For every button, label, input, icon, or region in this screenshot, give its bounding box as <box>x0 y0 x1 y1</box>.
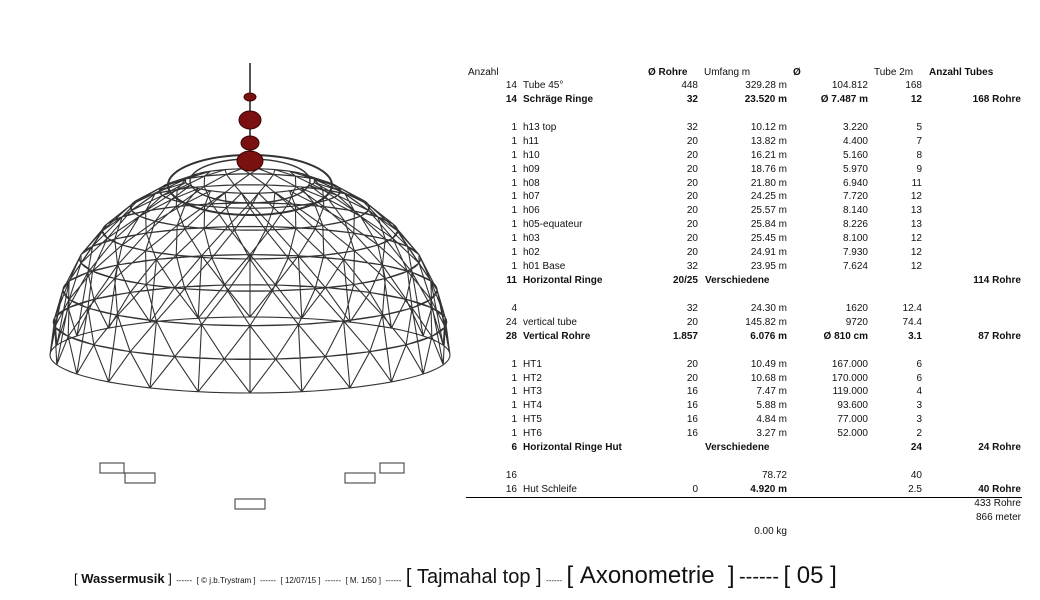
cell-n: 1 <box>511 400 517 412</box>
separator: ------ <box>546 576 563 585</box>
cell-tube: 168 <box>905 80 922 91</box>
cell-rohre: 16 <box>686 414 698 426</box>
cell-tube: 4 <box>916 386 922 398</box>
cell-name: Schräge Ringe <box>523 93 594 105</box>
cell-rohre: 20 <box>686 358 698 370</box>
cell-n: 1 <box>511 358 517 370</box>
cell-dia: 167.000 <box>831 358 868 370</box>
cell-n: 1 <box>511 219 517 231</box>
cell-name: vertical tube <box>523 316 577 328</box>
cell-name: h01 Base <box>523 261 566 273</box>
cell-rohre: 20 <box>686 205 698 217</box>
cell-name: h03 <box>523 233 540 245</box>
cell-name: HT3 <box>523 386 542 398</box>
cell-n: 14 <box>505 80 517 91</box>
separator: ------ <box>325 576 341 585</box>
cell-rohre: 20 <box>686 191 698 203</box>
cell-n: 1 <box>511 414 517 426</box>
cell-n: 1 <box>511 233 517 245</box>
project-name: Wassermusik <box>81 571 165 586</box>
cell-name: h08 <box>523 177 540 189</box>
cell-rohre: 20 <box>686 219 698 231</box>
cell-dia: Ø 810 cm <box>823 330 868 342</box>
cell-dia: 9720 <box>845 316 868 328</box>
cell-umfang: 24.91 m <box>750 247 787 259</box>
cell-name: HT2 <box>523 372 542 384</box>
cell-rohre: 32 <box>686 261 698 273</box>
cell-dia: 8.226 <box>842 219 868 231</box>
cell-umfang: 10.49 m <box>750 358 787 370</box>
cell-total: 114 Rohre <box>973 275 1021 287</box>
cell-rohre: 20 <box>686 316 698 328</box>
cell-rohre: 448 <box>681 80 698 91</box>
cell-tube: 6 <box>916 372 922 384</box>
cell-total: 433 Rohre <box>974 497 1021 509</box>
cell-umfang: 10.12 m <box>750 121 787 133</box>
cell-n: 1 <box>511 386 517 398</box>
cell-name: h11 <box>523 135 539 147</box>
cell-tube: 3 <box>916 414 922 426</box>
cell-tube: 12 <box>910 93 922 105</box>
cell-dia: 8.140 <box>842 205 868 217</box>
cell-tube: 6 <box>916 358 922 370</box>
drawing-subject: Tajmahal top <box>417 566 531 588</box>
cell-tube: 8 <box>916 149 922 161</box>
cell-name: HT5 <box>523 414 542 426</box>
cell-rohre: 20/25 <box>672 275 698 287</box>
cell-dia: 8.100 <box>842 233 868 245</box>
cell-tube: 12 <box>910 261 922 273</box>
cell-n: 16 <box>505 470 517 482</box>
cell-dia: Ø 7.487 m <box>820 93 868 105</box>
cell-rohre: 0 <box>692 483 698 495</box>
cell-name: h09 <box>523 163 540 175</box>
cell-rohre: 16 <box>686 428 698 440</box>
cell-dia: 93.600 <box>837 400 868 412</box>
cell-name: h13 top <box>523 121 557 133</box>
cell-tube: 13 <box>910 205 922 217</box>
separator: ------ <box>260 576 277 585</box>
cell-dia: 104.812 <box>831 80 868 91</box>
cell-dia: 119.000 <box>832 386 868 398</box>
cell-n: 1 <box>511 428 517 440</box>
cell-total: 168 Rohre <box>972 93 1021 105</box>
header-tube2m: Tube 2m <box>874 67 914 78</box>
cell-n: 1 <box>511 191 517 203</box>
cell-umfang: 24.30 m <box>750 302 787 314</box>
cell-umfang: 23.520 m <box>744 93 787 105</box>
cell-n: 14 <box>505 93 517 105</box>
cell-name: h10 <box>523 149 540 161</box>
cell-name: Vertical Rohre <box>523 330 591 342</box>
cell-tube: 12 <box>910 233 922 245</box>
header-rohre: Ø Rohre <box>648 67 688 78</box>
cell-umfang: 16.21 m <box>750 149 787 161</box>
cell-n: 28 <box>505 330 517 342</box>
scale: [ M. 1/50 ] <box>345 576 382 585</box>
cell-dia: 5.160 <box>842 149 868 161</box>
cell-n: 6 <box>511 442 517 454</box>
cell-tube: 12 <box>910 191 922 203</box>
cell-n: 1 <box>511 177 517 189</box>
cell-tube: 74.4 <box>902 316 922 328</box>
cell-umfang: 6.076 m <box>750 330 787 342</box>
cell-n: 1 <box>511 261 517 273</box>
cell-dia: 4.400 <box>842 135 868 147</box>
cell-umfang: 10.68 m <box>750 372 787 384</box>
cell-tube: 12 <box>910 247 922 259</box>
cell-dia: 7.930 <box>842 247 868 259</box>
cell-total: 40 Rohre <box>978 483 1021 495</box>
cell-n: 4 <box>511 302 517 314</box>
cell-name: HT4 <box>523 400 542 412</box>
cell-rohre: 32 <box>686 302 698 314</box>
cell-rohre: 20 <box>686 163 698 175</box>
cell-n: 1 <box>511 121 517 133</box>
cell-umfang: 23.95 m <box>750 261 787 273</box>
cell-name: Hut Schleife <box>523 483 577 495</box>
date: [ 12/07/15 ] <box>280 576 321 585</box>
cell-umfang: 5.88 m <box>756 400 787 412</box>
cell-n: 1 <box>511 163 517 175</box>
cell-n: 1 <box>511 247 517 259</box>
cell-dia: 6.940 <box>842 177 868 189</box>
cell-umfang: Verschiedene <box>705 275 770 287</box>
cell-tube: 11 <box>911 177 922 189</box>
cell-total: 87 Rohre <box>978 330 1021 342</box>
cell-rohre: 20 <box>686 149 698 161</box>
cell-tube: 40 <box>910 470 922 482</box>
cell-n: 16 <box>505 483 517 495</box>
cell-name: HT6 <box>523 428 542 440</box>
cell-rohre: 16 <box>686 386 698 398</box>
cell-n: 11 <box>506 275 517 287</box>
cell-name: h05-equateur <box>523 219 583 231</box>
cell-umfang: 145.82 m <box>745 316 787 328</box>
cell-umfang: 3.27 m <box>756 428 787 440</box>
cell-rohre: 16 <box>686 400 698 412</box>
cell-umfang: 25.84 m <box>750 219 787 231</box>
separator: ------ <box>385 576 402 585</box>
cell-n: 1 <box>511 149 517 161</box>
cell-tube: 7 <box>916 135 922 147</box>
cell-umfang: 4.84 m <box>756 414 787 426</box>
header-anzahl-tubes: Anzahl Tubes <box>929 67 994 78</box>
cell-dia: 170.000 <box>831 372 868 384</box>
cell-rohre: 20 <box>686 247 698 259</box>
cell-dia: 7.720 <box>842 191 868 203</box>
cell-umfang: 78.72 <box>761 470 787 482</box>
cell-name: h06 <box>523 205 540 217</box>
cell-dia: 77.000 <box>837 414 868 426</box>
cell-rohre: 32 <box>686 93 698 105</box>
cell-dia: 1620 <box>845 302 868 314</box>
cell-umfang: 25.57 m <box>750 205 787 217</box>
cell-rohre: 32 <box>686 121 698 133</box>
cell-umfang: 18.76 m <box>750 163 787 175</box>
cell-dia: 5.970 <box>842 163 868 175</box>
cell-tube: 12.4 <box>902 302 922 314</box>
cell-umfang: Verschiedene <box>705 442 770 454</box>
cell-umfang: 21.80 m <box>750 177 787 189</box>
header-umfang: Umfang m <box>704 67 751 78</box>
cell-dia: 3.220 <box>842 121 868 133</box>
cell-tube: 24 <box>910 442 922 454</box>
cell-dia: 52.000 <box>837 428 868 440</box>
cell-umfang: 0.00 kg <box>754 525 787 537</box>
cell-tube: 9 <box>916 163 922 175</box>
cell-umfang: 7.47 m <box>756 386 787 398</box>
cell-tube: 2 <box>916 428 922 440</box>
cell-umfang: 24.25 m <box>750 191 787 203</box>
cell-rohre: 20 <box>686 372 698 384</box>
cell-tube: 5 <box>916 121 922 133</box>
cell-name: Horizontal Ringe Hut <box>523 442 622 454</box>
cell-n: 1 <box>511 205 517 217</box>
cell-n: 1 <box>511 135 517 147</box>
cell-rohre: 20 <box>686 233 698 245</box>
cell-name: Horizontal Ringe <box>523 275 603 287</box>
copyright: [ © j.b.Trystram ] <box>196 576 256 585</box>
header-anzahl: Anzahl <box>468 67 499 78</box>
cell-umfang: 25.45 m <box>750 233 787 245</box>
cell-name: h07 <box>523 191 540 203</box>
title-block: [ Wassermusik ] ------ [ © j.b.Trystram ] ------ [ 12/07/15 ] ------ [ M. 1/50 ] ------ [ Tajmahal top ] ------ [ Axonometrie ] ------ [ 05 ] <box>74 562 837 589</box>
cell-name: Tube 45° <box>523 80 564 91</box>
cell-tube: 13 <box>910 219 922 231</box>
cell-dia: 7.624 <box>842 261 868 273</box>
cell-name: HT1 <box>523 358 542 370</box>
cell-rohre: 1.857 <box>672 330 698 342</box>
cell-umfang: 329.28 m <box>745 80 787 91</box>
cell-umfang: 13.82 m <box>750 135 787 147</box>
cell-rohre: 20 <box>686 135 698 147</box>
header-diameter: Ø <box>793 67 801 78</box>
cell-total: 24 Rohre <box>978 442 1021 454</box>
cell-tube: 3 <box>916 400 922 412</box>
page-number: 05 <box>796 562 824 589</box>
separator: ------ <box>176 576 193 585</box>
cell-total: 866 meter <box>975 511 1021 523</box>
separator: ------ <box>739 566 779 588</box>
cell-tube: 2.5 <box>908 483 922 495</box>
cell-tube: 3.1 <box>908 330 922 342</box>
cell-rohre: 20 <box>686 177 698 189</box>
cell-name: h02 <box>523 247 540 259</box>
cell-umfang: 4.920 m <box>750 483 787 495</box>
cell-n: 24 <box>505 316 517 328</box>
cell-n: 1 <box>511 372 517 384</box>
view-name: Axonometrie <box>579 562 715 589</box>
